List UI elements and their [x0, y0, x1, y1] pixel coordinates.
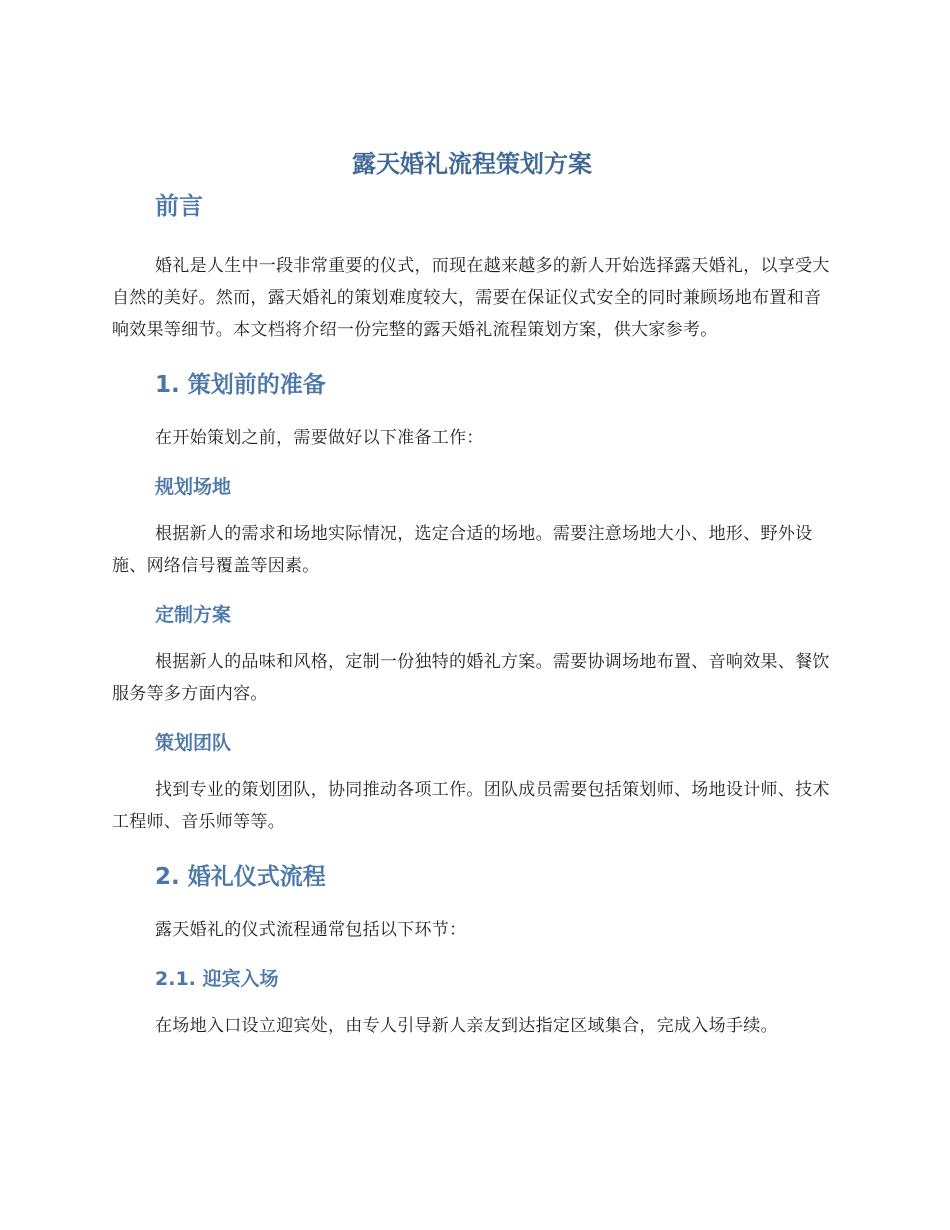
- section1-heading: 1. 策划前的准备: [155, 372, 326, 398]
- document-content: [112, 146, 832, 1042]
- preface-heading: 前言: [155, 192, 203, 220]
- section1-item1-heading: 规划场地: [155, 476, 232, 498]
- section1-intro: 在开始策划之前，需要做好以下准备工作：: [155, 428, 484, 448]
- section1-item1-paragraph: 根据新人的需求和场地实际情况，选定合适的场地。需要注意场地大小、地形、野外设施、网络信号覆盖等因素。: [112, 524, 813, 576]
- section1-item2-paragraph: 根据新人的品味和风格，定制一份独特的婚礼方案。需要协调场地布置、音响效果、餐饮服务等多方面内容。: [112, 652, 830, 704]
- section1-item3-paragraph: 找到专业的策划团队，协同推动各项工作。团队成员需要包括策划师、场地设计师、技术工程师、音乐师等等。: [112, 780, 830, 832]
- preface-paragraph: 婚礼是人生中一段非常重要的仪式，而现在越来越多的新人开始选择露天婚礼，以享受大自然的美好。然而，露天婚礼的策划难度较大，需要在保证仪式安全的同时兼顾场地布置和音响效果等细节。本文档将介绍一份完整的露天婚礼流程策划方案，供大家参考。: [112, 256, 830, 340]
- section2-item1-heading: 2.1. 迎宾入场: [155, 968, 279, 990]
- section2-item1-paragraph: 在场地入口设立迎宾处，由专人引导新人亲友到达指定区域集合，完成入场手续。: [155, 1016, 778, 1036]
- section1-item2-heading: 定制方案: [155, 604, 232, 626]
- section2-heading: 2. 婚礼仪式流程: [155, 864, 326, 890]
- section2-intro: 露天婚礼的仪式流程通常包括以下环节：: [155, 920, 467, 940]
- section1-item3-heading: 策划团队: [155, 732, 232, 754]
- document-title: 露天婚礼流程策划方案: [352, 150, 592, 178]
